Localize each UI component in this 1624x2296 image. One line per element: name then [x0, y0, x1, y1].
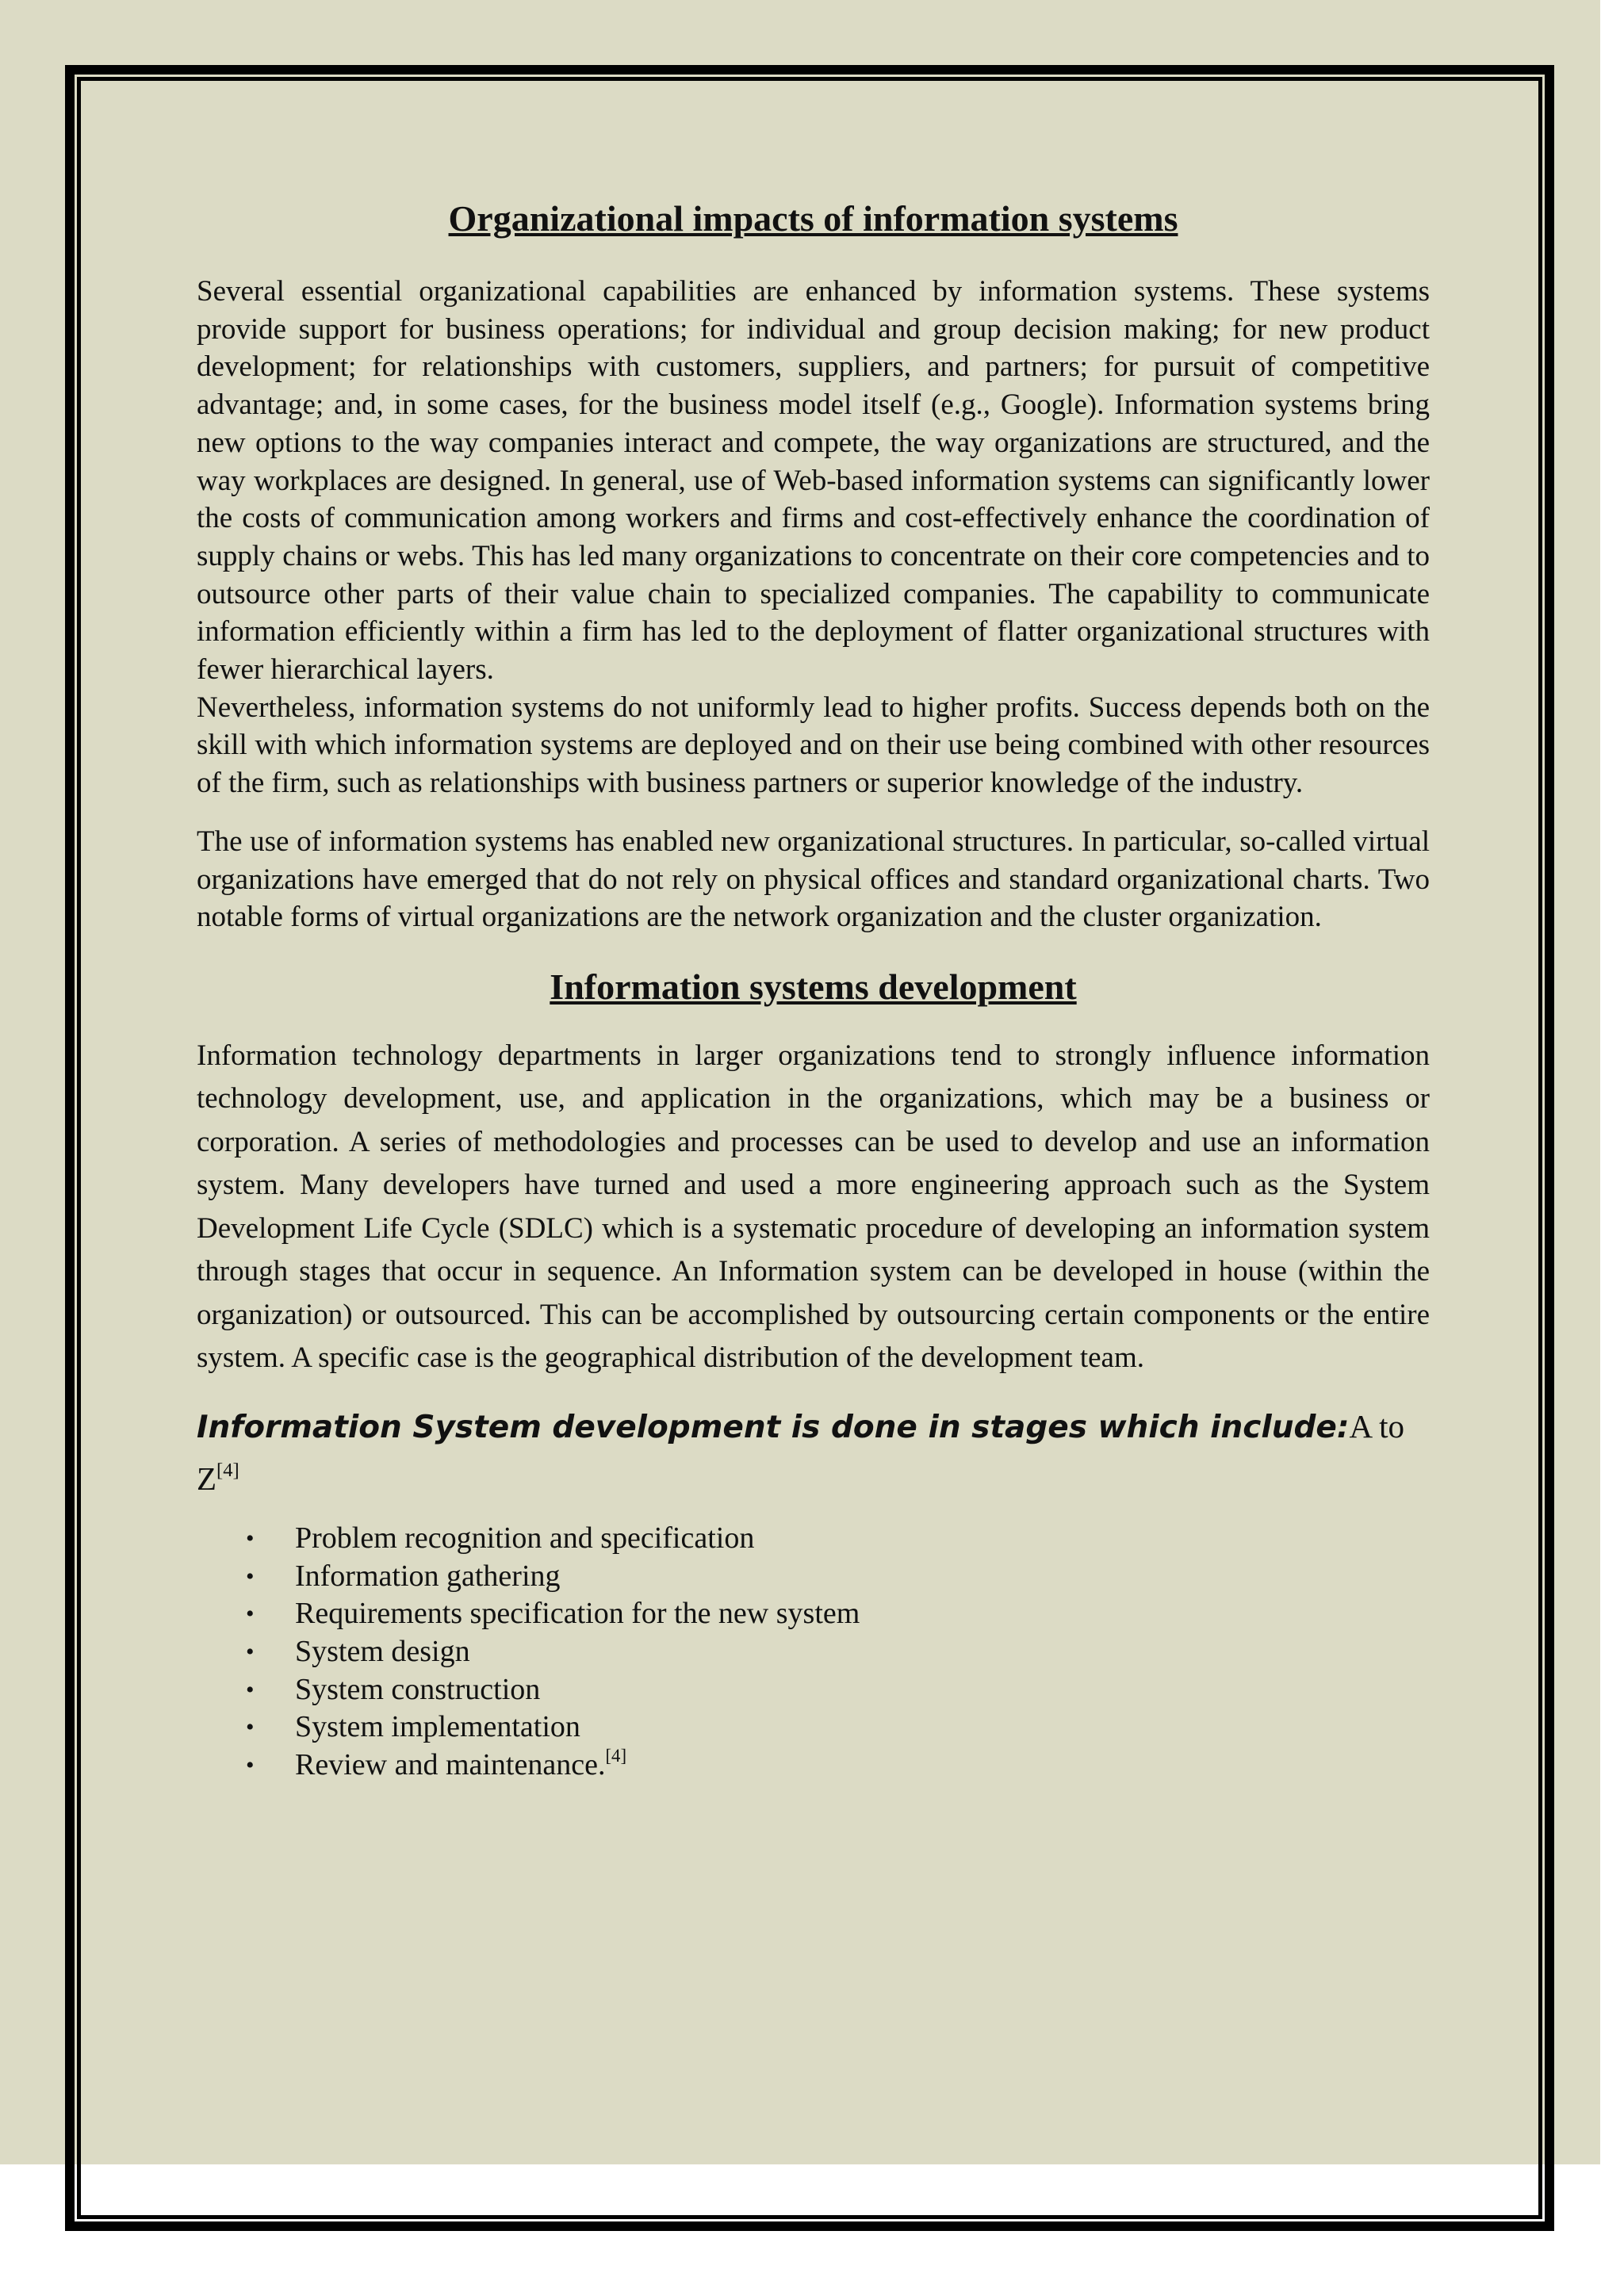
- paragraph-capabilities: Several essential organizational capabilities are enhanced by information systems. These systems provide support for business operations; for individual and group decision making; for new product development; for relationships with customers, suppliers, and partners; for pursuit of competitive advantage; and, in some cases, for the business model itself (e.g., Google). Information systems bring new options to the way companies interact and compete, the way organizations are structured, and the way workplaces are designed. In general, use of Web-based information systems can significantly lower the costs of communication among workers and firms and cost-effectively enhance the coordination of supply chains or webs. This has led many organizations to concentrate on their core competencies and to outsource other parts of their value chain to specialized companies. The capability to communicate information efficiently within a firm has led to the deployment of flatter organizational structures with fewer hierarchical layers.: [197, 275, 1430, 687]
- paragraph-profits: Nevertheless, information systems do not uniformly lead to higher profits. Success depends both on the skill with which information systems are deployed and on their use being combined with other resources of the firm, such as relationships with business partners or superior knowledge of the industry.: [197, 691, 1430, 800]
- bullet-icon: •: [246, 1714, 255, 1741]
- bullet-icon: •: [246, 1752, 255, 1779]
- list-item: • System design: [197, 1633, 1430, 1671]
- paragraph-development: Information technology departments in larger organizations tend to strongly influence information technology development, use, and application in the organizations, which may be a business or corporation. A series of methodologies and processes can be used to develop and use an information system. Many developers have turned and used a more engineering approach such as the System Development Life Cycle (SDLC) which is a systematic procedure of developing an information system through stages that occur in sequence. An Information system can be developed in house (within the organization) or outsourced. This can be accomplished by outsourcing certain components or the entire system. A specific case is the geographical distribution of the development team.: [197, 1039, 1430, 1375]
- section-title: Information systems development: [550, 966, 1077, 1007]
- stages-heading-text: Information System development is done in stages which include:: [197, 1409, 1350, 1445]
- citation-ref: [4]: [605, 1746, 627, 1766]
- list-item: • Problem recognition and specification: [197, 1520, 1430, 1558]
- bullet-icon: •: [246, 1563, 255, 1590]
- page-title: Organizational impacts of information systems: [448, 198, 1178, 239]
- document-body: [197, 182, 1430, 1785]
- stages-heading: [197, 1401, 1430, 1504]
- bullet-icon: •: [246, 1639, 255, 1666]
- bullet-icon: •: [246, 1525, 255, 1552]
- list-item: • System construction: [197, 1671, 1430, 1709]
- paragraph-virtual-organizations: The use of information systems has enabled new organizational structures. In particular, so-called virtual organizations have emerged that do not rely on physical offices and standard organizational charts. Two notable forms of virtual organizations are the network organization and the cluster organization.: [197, 825, 1430, 934]
- list-item: • Information gathering: [197, 1558, 1430, 1596]
- bullet-icon: •: [246, 1676, 255, 1703]
- stages-heading-tail: A to Z: [197, 1407, 1404, 1497]
- list-item: • System implementation: [197, 1709, 1430, 1747]
- list-item: • Review and maintenance.[4]: [197, 1747, 1430, 1785]
- bullet-icon: •: [246, 1601, 255, 1628]
- stages-list: [197, 1520, 1430, 1785]
- citation-ref: [4]: [216, 1459, 239, 1481]
- list-item: • Requirements specification for the new system: [197, 1595, 1430, 1633]
